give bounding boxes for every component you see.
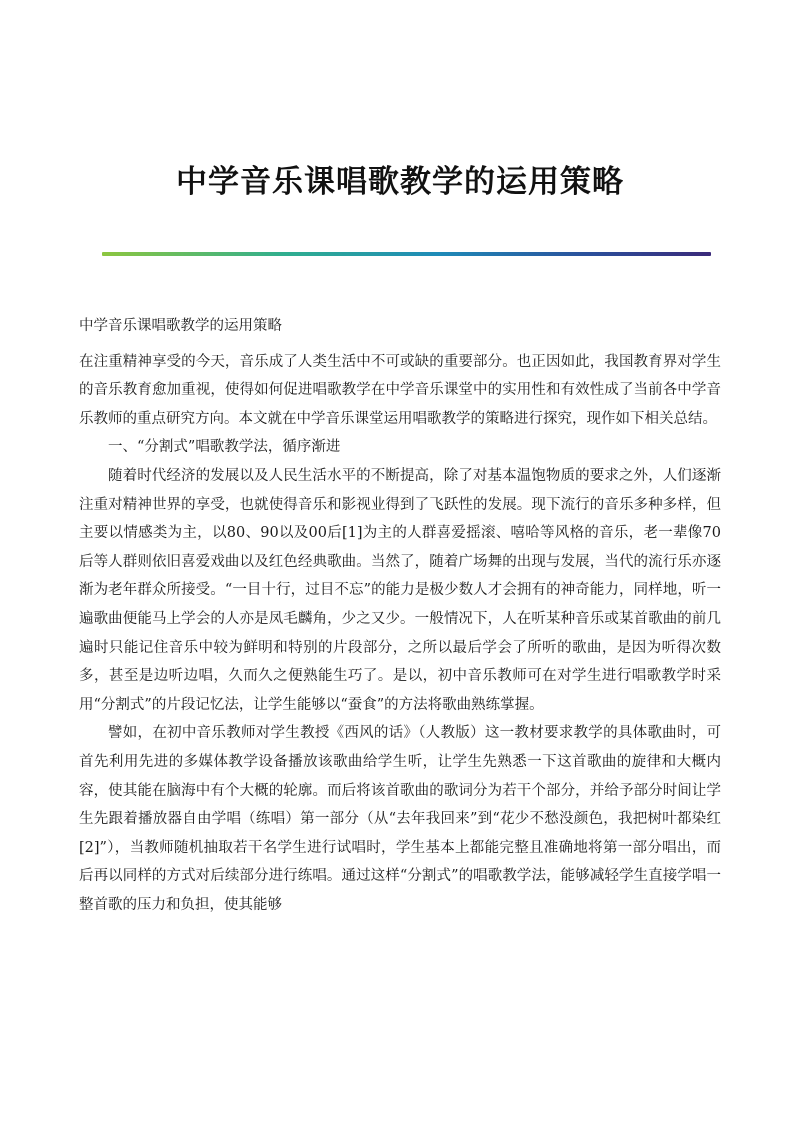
document-title: 中学音乐课唱歌教学的运用策略 bbox=[176, 164, 624, 200]
document-body bbox=[79, 312, 721, 919]
body-paragraph: 譬如，在初中音乐教师对学生教授《西风的话》（人教版）这一教材要求教学的具体歌曲时，可首先利用先进的多媒体教学设备播放该歌曲给学生听，让学生先熟悉一下这首歌曲的旋律和大概内容，使其能在脑海中有个大概的轮廓。而后将该首歌曲的歌词分为若干个部分，并给予部分时间让学生先跟着播放器自由学唱（练唱）第一部分（从“去年我回来”到“花少不愁没颜色，我把树叶都染红[2]”），当教师随机抽取若干名学生进行试唱时，学生基本上都能完整且准确地将第一部分唱出，而后再以同样的方式对后续部分进行练唱。通过这样“分割式”的唱歌教学法，能够减轻学生直接学唱一整首歌的压力和负担，使其能够 bbox=[79, 725, 721, 913]
intro-paragraph: 在注重精神享受的今天，音乐成了人类生活中不可或缺的重要部分。也正因如此，我国教育界对学生的音乐教育愈加重视，使得如何促进唱歌教学在中学音乐课堂中的实用性和有效性成了当前各中学音乐教师的重点研究方向。本文就在中学音乐课堂运用唱歌教学的策略进行探究，现作如下相关总结。 bbox=[79, 353, 721, 427]
subtitle-line: 中学音乐课唱歌教学的运用策略 bbox=[79, 318, 282, 334]
title-divider bbox=[102, 252, 711, 256]
body-paragraph: 随着时代经济的发展以及人民生活水平的不断提高，除了对基本温饱物质的要求之外，人们逐渐注重对精神世界的享受，也就使得音乐和影视业得到了飞跃性的发展。现下流行的音乐多种多样，但主要以情感类为主，以80、90以及00后[1]为主的人群喜爱摇滚、嘻哈等风格的音乐，老一辈像70后等人群则依旧喜爱戏曲以及红色经典歌曲。当然了，随着广场舞的出现与发展，当代的流行乐亦逐渐为老年群众所接受。“一目十行，过目不忘”的能力是极少数人才会拥有的神奇能力，同样地，听一遍歌曲便能马上学会的人亦是凤毛麟角，少之又少。一般情况下，人在听某种音乐或某首歌曲的前几遍时只能记住音乐中较为鲜明和特别的片段部分，之所以最后学会了所听的歌曲，是因为听得次数多，甚至是边听边唱，久而久之便熟能生巧了。是以，初中音乐教师可在对学生进行唱歌教学时采用“分割式”的片段记忆法，让学生能够以“蚕食”的方法将歌曲熟练掌握。 bbox=[79, 467, 721, 713]
section-heading: 一、“分割式”唱歌教学法，循序渐进 bbox=[108, 439, 341, 456]
